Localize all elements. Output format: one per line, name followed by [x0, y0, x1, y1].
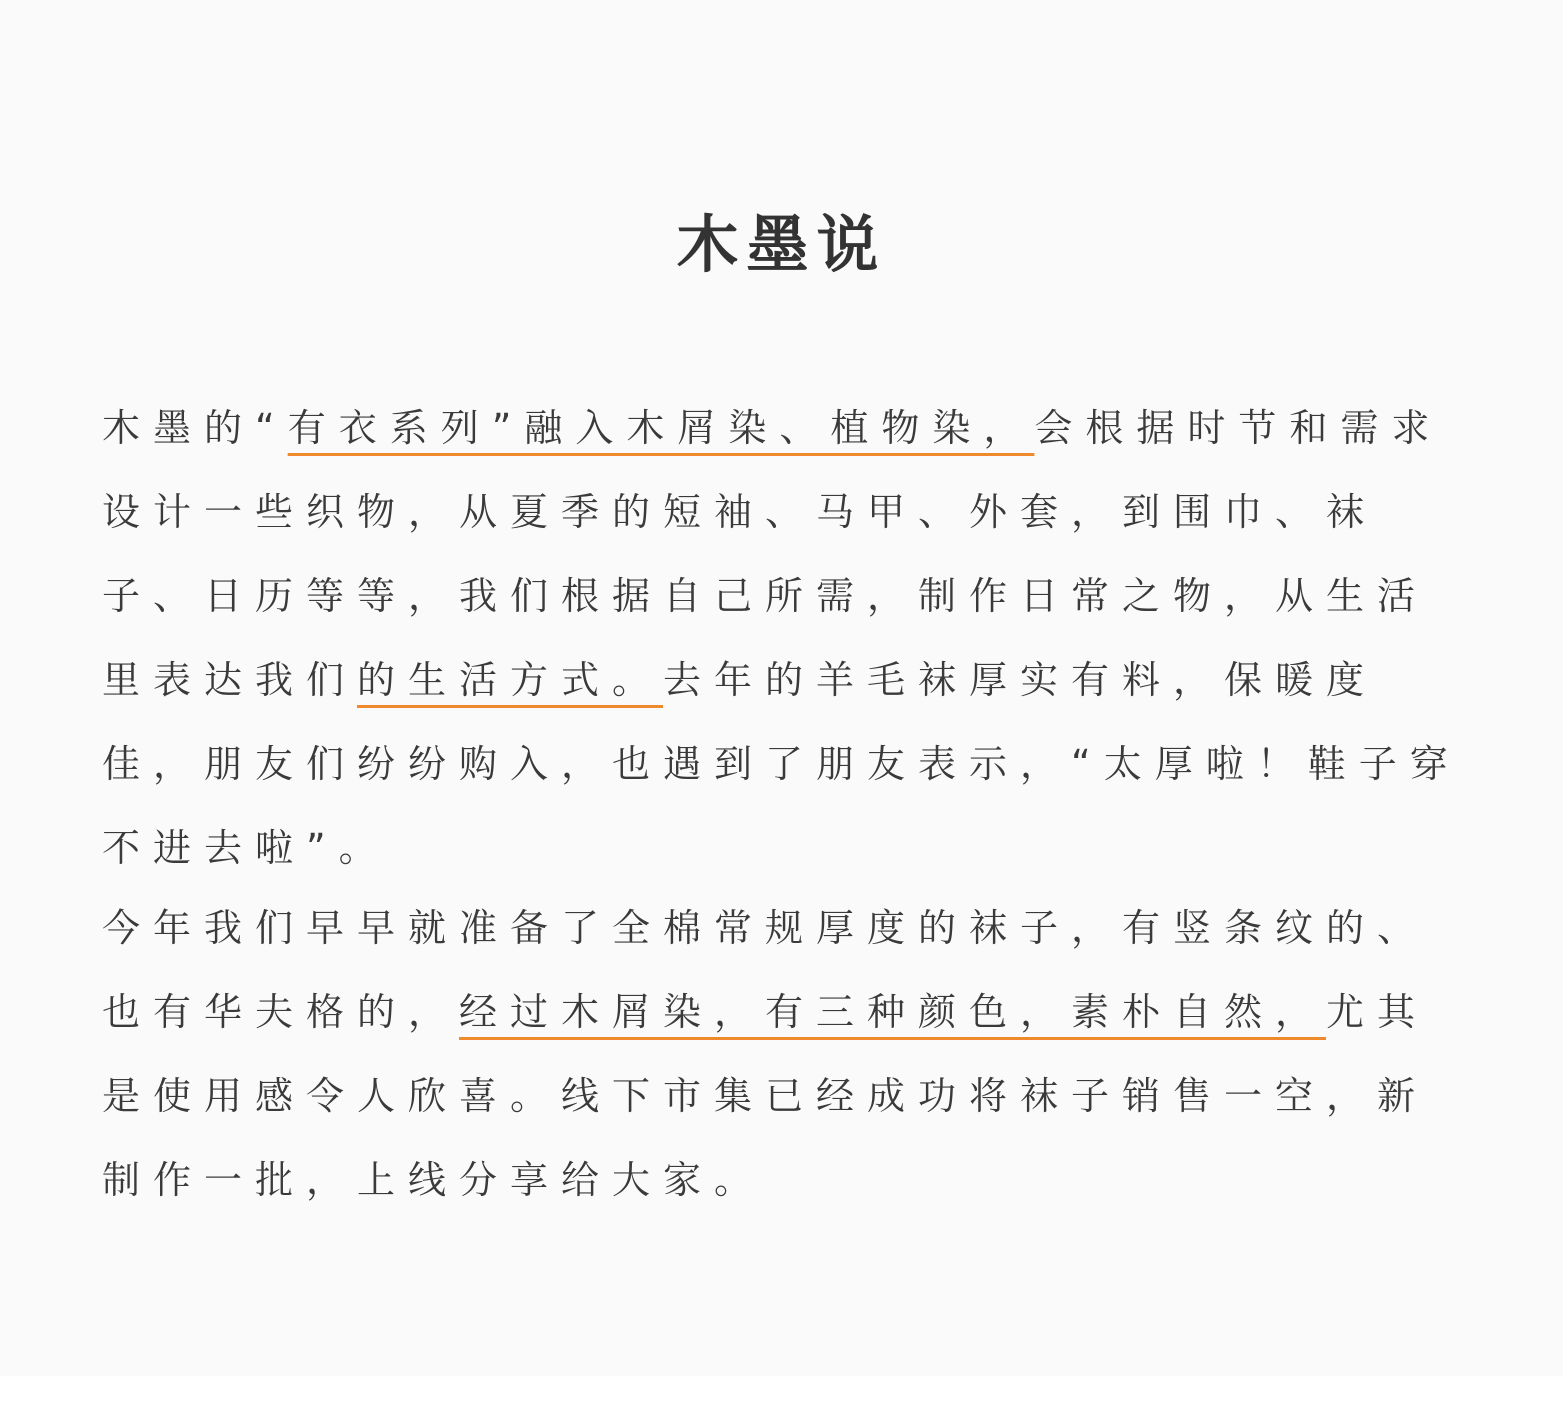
highlighted-text: 的生活方式。: [357, 658, 664, 702]
paragraph-1: [102, 386, 1462, 890]
text-segment: 尤其是使用感令人欣喜。线下市集已经成功将袜子销售一空，新制作一批，上线分享给大家。: [102, 990, 1429, 1202]
text-segment: 会根据时节和需求设计一些织物，从夏季的短袖、马甲、外套，到围巾、袜子、日历等等，我们根据自己所需，制作日常之物，从生活里表达我们: [102, 406, 1443, 702]
text-segment: 今年我们早早就准备了全棉常规厚度的袜子，有竖条纹的、也有华夫格的，: [102, 906, 1429, 1034]
highlighted-text: 经过木屑染，有三种颜色，素朴自然，: [459, 990, 1327, 1034]
article-title: 木墨说: [676, 208, 887, 281]
text-segment: 去年的羊毛袜厚实有料，保暖度佳，朋友们纷纷购入，也遇到了朋友表示，“太厚啦！鞋子穿不进去啦”。: [102, 658, 1461, 870]
highlighted-text: 有衣系列”融入木屑染、植物染，: [287, 406, 1035, 450]
text-segment: 木墨的“: [102, 406, 288, 450]
paragraph-2: [102, 886, 1462, 1222]
